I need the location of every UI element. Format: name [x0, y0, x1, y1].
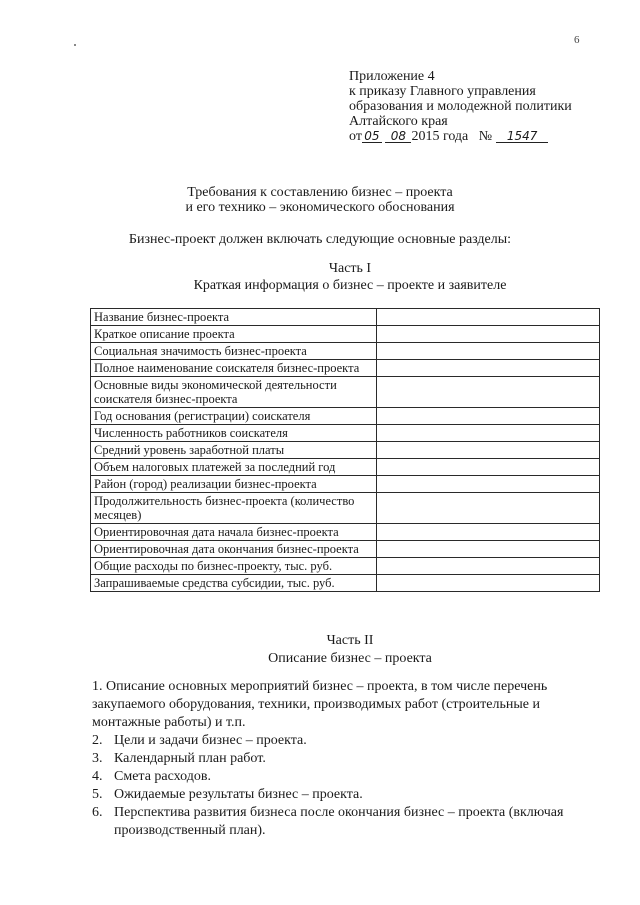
document-title	[0, 185, 640, 215]
list-item	[92, 768, 612, 786]
part1-label: Часть I	[328, 261, 372, 276]
row-value	[376, 309, 599, 326]
list-item	[92, 804, 612, 840]
row-label: Краткое описание проекта	[91, 326, 377, 343]
list-item	[92, 750, 612, 768]
appendix-line-4: Алтайского края	[349, 114, 448, 129]
row-label: Год основания (регистрации) соискателя	[91, 408, 377, 425]
table-row	[91, 541, 600, 558]
order-number-handwritten: 1547	[496, 130, 548, 143]
row-label: Средний уровень заработной платы	[91, 442, 377, 459]
list-item-number: 6.	[92, 805, 103, 820]
row-label: Социальная значимость бизнес-проекта	[91, 343, 377, 360]
row-label: Общие расходы по бизнес-проекту, тыс. руб.	[91, 558, 377, 575]
date-prefix: от	[349, 129, 362, 144]
date-month-handwritten: 08	[385, 130, 411, 143]
row-value	[376, 541, 599, 558]
row-value	[376, 493, 599, 524]
row-label: Район (город) реализации бизнес-проекта	[91, 476, 377, 493]
row-value	[376, 326, 599, 343]
title-line-1: Требования к составлению бизнес – проекта	[187, 185, 453, 200]
list-item-text: Перспектива развития бизнеса после окончания бизнес – проекта (включая производственный план).	[114, 805, 564, 838]
row-value	[376, 343, 599, 360]
row-value	[376, 425, 599, 442]
row-value	[376, 476, 599, 493]
appendix-header	[349, 69, 619, 144]
row-label: Ориентировочная дата окончания бизнес-проекта	[91, 541, 377, 558]
list-item	[92, 732, 612, 750]
sections-list	[92, 678, 612, 840]
table-row	[91, 309, 600, 326]
date-year: 2015 года	[411, 129, 469, 144]
list-item-text: Смета расходов.	[114, 769, 211, 784]
appendix-line-3: образования и молодежной политики	[349, 99, 572, 114]
list-item-text: Цели и задачи бизнес – проекта.	[114, 733, 307, 748]
list-item-number: 5.	[92, 787, 103, 802]
row-value	[376, 377, 599, 408]
table-row	[91, 493, 600, 524]
row-label: Численность работников соискателя	[91, 425, 377, 442]
number-prefix: №	[478, 129, 493, 144]
list-item-text: Ожидаемые результаты бизнес – проекта.	[114, 787, 363, 802]
table-row	[91, 425, 600, 442]
row-value	[376, 459, 599, 476]
table-row	[91, 442, 600, 459]
intro-text: Бизнес-проект должен включать следующие основные разделы:	[128, 232, 512, 247]
date-day-handwritten: 05	[362, 130, 382, 143]
table-row	[91, 326, 600, 343]
table-row	[91, 524, 600, 541]
row-value	[376, 408, 599, 425]
table-row	[91, 360, 600, 377]
row-label: Запрашиваемые средства субсидии, тыс. руб.	[91, 575, 377, 592]
row-label: Объем налоговых платежей за последний год	[91, 459, 377, 476]
page-number: 6	[574, 34, 580, 46]
list-item	[92, 678, 612, 732]
list-item-number: 2.	[92, 733, 103, 748]
table-row	[91, 558, 600, 575]
table-row	[91, 343, 600, 360]
list-item-number: 4.	[92, 769, 103, 784]
row-value	[376, 442, 599, 459]
row-label: Полное наименование соискателя бизнес-проекта	[91, 360, 377, 377]
appendix-date-line	[349, 129, 619, 144]
row-value	[376, 575, 599, 592]
row-label: Ориентировочная дата начала бизнес-проекта	[91, 524, 377, 541]
table-row	[91, 476, 600, 493]
table-row	[91, 575, 600, 592]
table-row	[91, 459, 600, 476]
row-label: Название бизнес-проекта	[91, 309, 377, 326]
row-label: Основные виды экономической деятельности соискателя бизнес-проекта	[91, 377, 377, 408]
part1-subtitle: Краткая информация о бизнес – проекте и заявителе	[193, 278, 507, 293]
appendix-line-1: Приложение 4	[349, 69, 435, 84]
row-value	[376, 558, 599, 575]
row-value	[376, 524, 599, 541]
table-row	[91, 377, 600, 408]
appendix-line-2: к приказу Главного управления	[349, 84, 536, 99]
table-row	[91, 408, 600, 425]
list-item	[92, 786, 612, 804]
list-item-text: Календарный план работ.	[114, 751, 266, 766]
part2-label: Часть II	[326, 633, 374, 648]
row-value	[376, 360, 599, 377]
title-line-2: и его технико – экономического обоснования	[185, 200, 455, 215]
list-item-text: 1. Описание основных мероприятий бизнес – проекта, в том числе перечень закупаемого оборудования, техники, производимых работ (строительные и монтажные работы) и т.п.	[92, 679, 548, 730]
part2-subtitle: Описание бизнес – проекта	[268, 651, 432, 666]
scan-speck	[74, 44, 76, 46]
project-info-table-body	[91, 309, 600, 592]
list-item-number: 3.	[92, 751, 103, 766]
row-label: Продолжительность бизнес-проекта (количество месяцев)	[91, 493, 377, 524]
project-info-table	[90, 308, 600, 592]
